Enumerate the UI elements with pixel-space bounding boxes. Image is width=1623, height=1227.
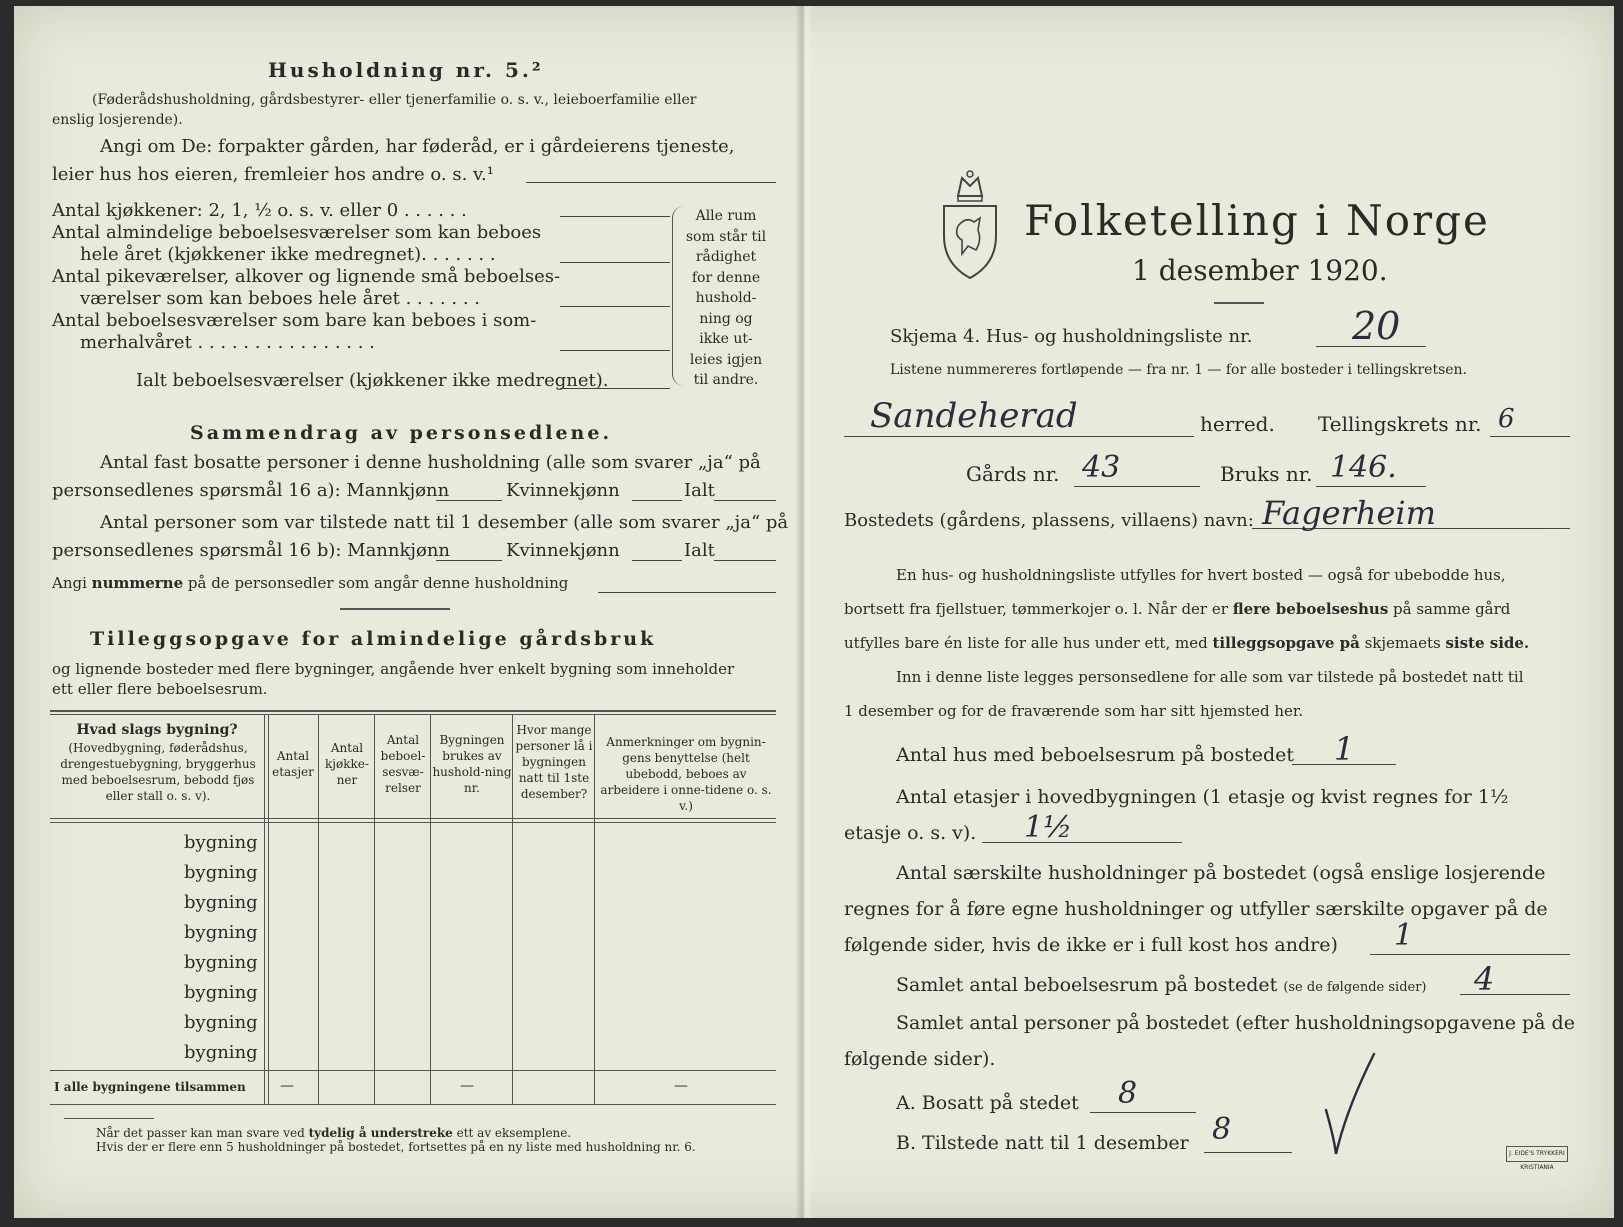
table-bottom bbox=[50, 1104, 776, 1105]
samlet-pers-line-1: Samlet antal personer på bostedet (efter husholdningsopgavene på de bbox=[896, 1012, 1575, 1034]
para2-line1: Inn i denne liste legges personsedlene for alle som var tilstede på bostedet natt til bbox=[896, 668, 1524, 686]
herred-label: herred. bbox=[1200, 412, 1275, 436]
col-sep bbox=[374, 714, 375, 1104]
para1-line3-bold2: siste side. bbox=[1445, 634, 1530, 652]
household-subtitle: (Føderådshusholdning, gårdsbestyrer- eller tjenerfamilie o. s. v., leieboerfamilie eller bbox=[92, 92, 697, 108]
table-row: bygning bbox=[184, 892, 258, 913]
footnote-1-bold: tydelig å understreke bbox=[308, 1126, 453, 1140]
census-title: Folketelling i Norge bbox=[1024, 196, 1490, 245]
rooms-small-2: værelser som kan beboes hele året . . . . . . . bbox=[80, 288, 480, 309]
total-dash: — bbox=[460, 1078, 474, 1094]
th-personer: Hvor mange personer lå i bygningen natt til 1ste desember? bbox=[515, 723, 593, 801]
table-top-2 bbox=[50, 714, 776, 715]
rooms-summer-2: merhalvåret . . . . . . . . . . . . . . . . bbox=[80, 332, 375, 353]
page-fold bbox=[795, 6, 813, 1218]
para1-line3-mid: skjemaets bbox=[1359, 634, 1446, 652]
col-sep bbox=[594, 714, 595, 1104]
footnote-1-post: ett av eksemplene. bbox=[452, 1126, 572, 1140]
th-building-type-sub: (Hovedbygning, føderådshus, drengestuebygning, bryggerhus med beboelsesrum, bebodd fjøs eller stall o. s. v). bbox=[60, 741, 256, 803]
ialt-16b[interactable] bbox=[714, 560, 776, 561]
rooms-summer: Antal beboelsesværelser som bare kan beboes i som- bbox=[52, 310, 537, 331]
th-etasjer: Antal etasjer bbox=[272, 749, 314, 779]
kvinne-16b[interactable] bbox=[632, 560, 682, 561]
coat-of-arms-icon bbox=[940, 166, 1000, 282]
saerskilte-answer-line[interactable] bbox=[1370, 954, 1570, 955]
col-sep bbox=[512, 714, 513, 1104]
table-row: bygning bbox=[184, 1042, 258, 1063]
rooms-ordinary: Antal almindelige beboelsesværelser som kan beboes bbox=[52, 222, 542, 243]
gards-label: Gårds nr. bbox=[966, 462, 1060, 486]
footnote-1-pre: Når det passer kan man svare ved bbox=[96, 1126, 309, 1140]
tilstede-value: 8 bbox=[1212, 1112, 1232, 1147]
para1-line3-pre: utfylles bare én liste for alle hus under ett, med bbox=[844, 634, 1213, 652]
ordinary-answer[interactable] bbox=[560, 262, 670, 263]
etasjer-line-1: Antal etasjer i hovedbygningen (1 etasje og kvist regnes for 1½ bbox=[896, 786, 1509, 808]
gards-value: 43 bbox=[1082, 450, 1121, 485]
table-total-top bbox=[50, 1070, 776, 1071]
side-note-line: rådighet bbox=[695, 249, 757, 265]
rooms-kitchens: Antal kjøkkener: 2, 1, ½ o. s. v. eller 0 . . . . . . bbox=[52, 200, 467, 221]
para1-line3-bold: tilleggsopgave på bbox=[1212, 634, 1360, 652]
rooms-ordinary-2: hele året (kjøkkener ikke medregnet). . . . . . . bbox=[80, 244, 496, 265]
printer-stamp: J. EIDE'S TRYKKERI KRISTIANIA bbox=[1506, 1146, 1568, 1162]
skjema-line: Skjema 4. Hus- og husholdningsliste nr. bbox=[890, 326, 1253, 347]
side-note-line: leies igjen bbox=[689, 351, 763, 368]
mann-16a[interactable] bbox=[436, 500, 502, 501]
th-husholdning: Bygningen brukes av hushold-ning nr. bbox=[432, 733, 512, 795]
table-row: bygning bbox=[184, 1012, 258, 1033]
table-total-label: I alle bygningene tilsammen bbox=[54, 1080, 246, 1094]
footnote-1 bbox=[96, 1126, 571, 1140]
footnote-rule bbox=[64, 1118, 154, 1119]
kitchens-answer[interactable] bbox=[560, 216, 670, 217]
table-row: bygning bbox=[184, 952, 258, 973]
ialt-rooms: Ialt beboelsesværelser (kjøkkener ikke medregnet). bbox=[136, 370, 609, 391]
samlet-rum-small: (se de følgende sider) bbox=[1283, 980, 1427, 995]
household-subtitle-2: enslig losjerende). bbox=[52, 112, 183, 128]
tilstede-label: B. Tilstede natt til 1 desember bbox=[896, 1132, 1189, 1154]
bosatt-label: A. Bosatt på stedet bbox=[896, 1092, 1079, 1114]
ialt-label-2: Ialt bbox=[684, 540, 715, 561]
small-answer[interactable] bbox=[560, 306, 670, 307]
samlet-pers-line-2: følgende sider). bbox=[844, 1048, 996, 1070]
th-kjokkener: Antal kjøkke-ner bbox=[325, 741, 369, 787]
checkmark-icon bbox=[1320, 1050, 1380, 1160]
kvinne-label: Kvinnekjønn bbox=[506, 480, 620, 501]
bosatt-line[interactable] bbox=[1090, 1112, 1196, 1113]
bostedet-value: Fagerheim bbox=[1262, 494, 1436, 532]
tellingskrets-value: 6 bbox=[1498, 404, 1515, 434]
sammendrag-1b: personsedlenes spørsmål 16 a): Mannkjønn bbox=[52, 480, 450, 501]
col-sep bbox=[430, 714, 431, 1104]
col-sep bbox=[318, 714, 319, 1104]
sammendrag-1a: Antal fast bosatte personer i denne husholdning (alle som svarer „ja“ på bbox=[100, 452, 761, 473]
total-dash: — bbox=[280, 1078, 294, 1094]
listene-note: Listene nummereres fortløpende — fra nr. 1 — for alle bosteder i tellingskretsen. bbox=[890, 362, 1468, 378]
col-sep bbox=[264, 714, 265, 1104]
tillegg-line-1: og lignende bosteder med flere bygninger, angående hver enkelt bygning som inneholder bbox=[52, 660, 735, 678]
saerskilte-line-3: følgende sider, hvis de ikke er i full kost hos andre) bbox=[844, 934, 1338, 956]
samlet-rum-label bbox=[896, 974, 1427, 996]
angi-line-2: leier hus hos eieren, fremleier hos andre o. s. v.¹ bbox=[52, 164, 494, 185]
bostedet-label: Bostedets (gårdens, plassens, villaens) navn: bbox=[844, 510, 1254, 531]
tilstede-line[interactable] bbox=[1204, 1152, 1292, 1153]
bruks-line[interactable] bbox=[1316, 486, 1426, 487]
kvinne-16a[interactable] bbox=[632, 500, 682, 501]
nummerne-bold: nummerne bbox=[91, 574, 184, 592]
nummerne-prefix: Angi bbox=[52, 574, 92, 592]
para1-line2 bbox=[844, 600, 1510, 618]
tillegg-title: Tilleggsopgave for almindelige gårdsbruk bbox=[90, 628, 657, 650]
side-note-line: ikke ut- bbox=[699, 331, 753, 347]
table-row: bygning bbox=[184, 982, 258, 1003]
etasjer-line-2: etasje o. s. v). bbox=[844, 822, 977, 844]
nummerne-suffix: på de personsedler som angår denne husholdning bbox=[183, 574, 569, 592]
side-note bbox=[684, 206, 768, 391]
bruks-value: 146. bbox=[1330, 450, 1397, 485]
sammendrag-2a: Antal personer som var tilstede natt til 1 desember (alle som svarer „ja“ på bbox=[100, 512, 789, 533]
para1-line1: En hus- og husholdningsliste utfylles for hvert bosted — også for ubebodde hus, bbox=[896, 566, 1506, 584]
tellingskrets-label: Tellingskrets nr. bbox=[1318, 412, 1482, 436]
side-note-line: for denne bbox=[691, 269, 761, 286]
hus-value: 1 bbox=[1334, 730, 1355, 768]
kvinne-label-2: Kvinnekjønn bbox=[506, 540, 620, 561]
table-header-bottom bbox=[50, 818, 776, 819]
th-vaerelser: Antal beboel-sesvæ-relser bbox=[380, 733, 426, 795]
para1-line2-post: på samme gård bbox=[1388, 600, 1511, 618]
nummerne-line bbox=[52, 574, 568, 592]
samlet-rum-text: Samlet antal beboelsesrum på bostedet bbox=[896, 974, 1278, 996]
side-note-line: til andre. bbox=[693, 372, 759, 388]
bosatt-value: 8 bbox=[1118, 1076, 1138, 1111]
tellingskrets-line[interactable] bbox=[1490, 436, 1570, 437]
side-note-line: ning og bbox=[699, 310, 753, 327]
table-row: bygning bbox=[184, 862, 258, 883]
para1-line2-bold: flere beboelseshus bbox=[1232, 600, 1389, 618]
ialt-answer[interactable] bbox=[560, 388, 670, 389]
sammendrag-title: Sammendrag av personsedlene. bbox=[190, 422, 613, 444]
para1-line2-pre: bortsett fra fjellstuer, tømmerkojer o. l. Når der er bbox=[844, 600, 1233, 618]
hus-label: Antal hus med beboelsesrum på bostedet bbox=[896, 744, 1295, 766]
skjema-nr-value: 20 bbox=[1352, 304, 1401, 348]
saerskilte-line-2: regnes for å føre egne husholdninger og utfyller særskilte opgaver på de bbox=[844, 898, 1548, 920]
tillegg-line-2: ett eller flere beboelsesrum. bbox=[52, 680, 268, 698]
nummerne-answer[interactable] bbox=[598, 592, 776, 593]
total-dash: — bbox=[674, 1078, 688, 1094]
angi-answer-line[interactable] bbox=[526, 182, 776, 183]
bruks-label: Bruks nr. bbox=[1220, 462, 1313, 486]
etasjer-answer-line[interactable] bbox=[982, 842, 1182, 843]
saerskilte-value: 1 bbox=[1394, 918, 1414, 953]
herred-line[interactable] bbox=[844, 436, 1194, 437]
etasjer-value: 1½ bbox=[1024, 810, 1073, 845]
table-header-bottom-2 bbox=[50, 822, 776, 823]
samlet-rum-value: 4 bbox=[1474, 960, 1495, 998]
col-sep bbox=[268, 714, 269, 1104]
table-row: bygning bbox=[184, 922, 258, 943]
side-note-line: hushold- bbox=[695, 290, 757, 306]
title-rule bbox=[1214, 302, 1264, 304]
th-building-type: Hvad slags bygning? bbox=[76, 722, 238, 738]
table-top bbox=[50, 710, 776, 712]
side-note-line: som står til bbox=[685, 228, 767, 245]
table-row: bygning bbox=[184, 832, 258, 853]
household-title: Husholdning nr. 5.² bbox=[268, 58, 544, 82]
mann-16b[interactable] bbox=[436, 560, 502, 561]
divider bbox=[340, 608, 450, 610]
gards-line[interactable] bbox=[1074, 486, 1200, 487]
census-date: 1 desember 1920. bbox=[1132, 254, 1388, 287]
saerskilte-line-1: Antal særskilte husholdninger på bostedet (også enslige losjerende bbox=[896, 862, 1546, 884]
th-anmerkninger: Anmerkninger om bygnin-gens benyttelse (helt ubebodd, beboes av arbeidere i onne-tidene o. s. v.) bbox=[600, 735, 772, 813]
para2-line2: 1 desember og for de fraværende som har sitt hjemsted her. bbox=[844, 702, 1304, 720]
angi-line-1: Angi om De: forpakter gården, har føderåd, er i gårdeierens tjeneste, bbox=[100, 136, 735, 157]
summer-answer[interactable] bbox=[560, 350, 670, 351]
sammendrag-2b: personsedlenes spørsmål 16 b): Mannkjønn bbox=[52, 540, 451, 561]
rooms-small: Antal pikeværelser, alkover og lignende små beboelses- bbox=[52, 266, 561, 287]
para1-line3 bbox=[844, 634, 1529, 652]
ialt-label: Ialt bbox=[684, 480, 715, 501]
herred-value: Sandeherad bbox=[870, 396, 1078, 436]
side-note-line: Alle rum bbox=[695, 208, 757, 224]
footnote-2: Hvis der er flere enn 5 husholdninger på bostedet, fortsettes på en ny liste med husholdning nr. 6. bbox=[96, 1140, 696, 1154]
ialt-16a[interactable] bbox=[714, 500, 776, 501]
